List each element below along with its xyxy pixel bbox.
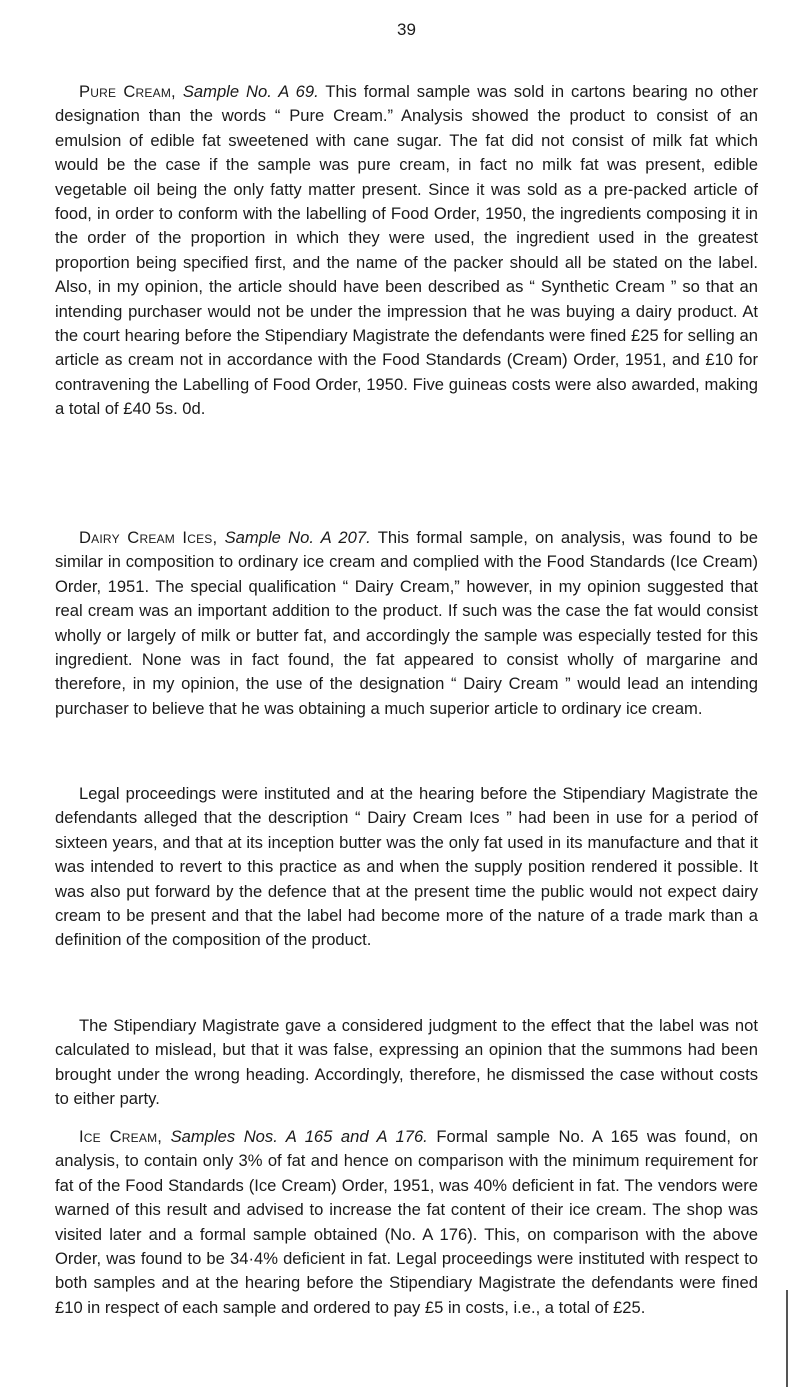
sample-reference: Sample No. A 69. [182,82,319,101]
paragraph-body: Legal proceedings were instituted and at the hearing before the Stipendiary Magistrate the defendants alleged that the description “ Dairy Cream Ices ” had been in use for a period of sixteen years, and that at its inception butter was the only fat used in its manufacture and that it was intended to revert to this practice as and when the supply position rendered it possible. It was also put forward by the defence that at the present time the public would not expect dairy cream to be present and that the label had become more of the nature of a trade mark than a definition of the composition of the product. [55,784,758,950]
paragraph-heading: Ice Cream, [79,1127,163,1146]
sample-reference: Sample No. A 207. [224,528,371,547]
paragraph-magistrate-judgment [55,1014,758,1112]
paragraph-dairy-cream-ices [55,526,758,721]
paragraph-body: The Stipendiary Magistrate gave a considered judgment to the effect that the label was not calculated to mislead, but that it was false, expressing an opinion that the summons had been brought under the wrong heading. Accordingly, therefore, he dismissed the case without costs to either party. [55,1016,758,1109]
paragraph-heading: Dairy Cream Ices, [79,528,218,547]
sample-reference: Samples Nos. A 165 and A 176. [170,1127,428,1146]
paragraph-body: Formal sample No. A 165 was found, on analysis, to contain only 3% of fat and hence on comparison with the minimum requirement for fat of the Food Standards (Ice Cream) Order, 1951, was 40% deficient in fat. The vendors were warned of this result and advised to increase the fat content of their ice cream. The shop was visited later and a formal sample obtained (No. A 176). This, on comparison with the above Order, was found to be 34·4% deficient in fat. Legal proceedings were instituted with respect to both samples and at the hearing before the Stipendiary Magistrate the defendants were fined £10 in respect of each sample and ordered to pay £5 in costs, i.e., a total of £25. [55,1127,758,1317]
paragraph-ice-cream [55,1125,758,1320]
paragraph-pure-cream [55,80,758,422]
paragraph-body: This formal sample was sold in cartons bearing no other designation than the words “ Pure Cream.” Analysis showed the product to consist of an emulsion of edible fat sweetened with cane sugar. The fat did not consist of milk fat which would be the case if the sample was pure cream, in fact no milk fat was present, edible vegetable oil being the only fatty matter present. Since it was sold as a pre-packed article of food, in order to conform with the labelling of Food Order, 1950, the ingredients composing it in the order of the proportion in which they were used, the ingredient used in the greatest proportion being specified first, and the name of the packer should all be stated on the label. Also, in my opinion, the article should have been described as “ Synthetic Cream ” so that an intending purchaser would not be under the impression that he was buying a dairy product. At the court hearing before the Stipendiary Magistrate the defendants were fined £25 for selling an article as cream not in accordance with the Food Standards (Cream) Order, 1951, and £10 for contravening the Labelling of Food Order, 1950. Five guineas costs were also awarded, making a total of £40 5s. 0d. [55,82,758,419]
scan-edge-mark [786,1290,788,1387]
paragraph-legal-proceedings [55,782,758,953]
page-number: 39 [397,20,416,39]
paragraph-heading: Pure Cream, [79,82,176,101]
paragraph-body: This formal sample, on analysis, was found to be similar in composition to ordinary ice cream and complied with the Food Standards (Ice Cream) Order, 1951. The special qualification “ Dairy Cream,” however, in my opinion suggested that real cream was an important addition to the product. If such was the case the fat would consist wholly or largely of milk or butter fat, and accordingly the sample was especially tested for this ingredient. None was in fact found, the fat appeared to consist wholly of margarine and therefore, in my opinion, the use of the designation “ Dairy Cream ” would lead an intending purchaser to believe that he was obtaining a much superior article to ordinary ice cream. [55,528,758,718]
